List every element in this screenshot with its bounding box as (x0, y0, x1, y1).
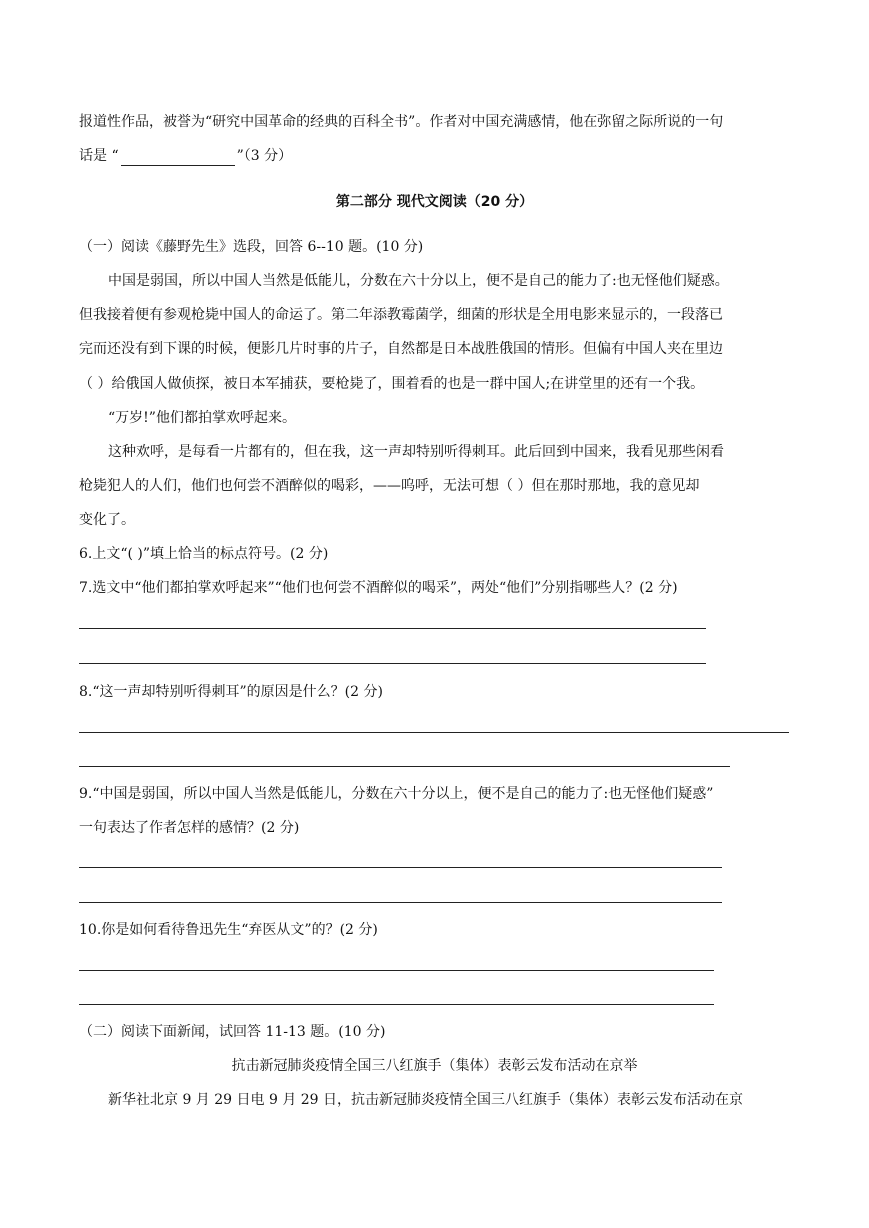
passage-line-3: 完而还没有到下课的时候，便影几片时事的片子，自然都是日本战胜俄国的情形。但偏有中国人夹在里边 (79, 341, 723, 357)
passage-line-8: 变化了。 (79, 512, 135, 528)
intro-line-1: 报道性作品，被誉为“研究中国革命的经典的百科全书”。作者对中国充满感情，他在弥留之际所说的一句 (79, 114, 724, 130)
question-9-line-1: 9.“中国是弱国，所以中国人当然是低能儿，分数在六十分以上，便不是自己的能力了:也无怪他们疑惑” (79, 786, 714, 802)
answer-line-q10-1[interactable] (79, 970, 714, 971)
question-7: 7.选文中“他们都拍掌欢呼起来”“他们也何尝不酒醉似的喝采”，两处“他们”分别指哪些人？(2 分) (79, 580, 678, 596)
question-10: 10.你是如何看待鲁迅先生“弃医从文”的？(2 分) (79, 922, 378, 938)
news-title: 抗击新冠肺炎疫情全国三八红旗手（集体）表彰云发布活动在京举 (231, 1058, 638, 1074)
answer-line-q8-2[interactable] (79, 766, 730, 767)
question-9-line-2: 一句表达了作者怎样的感情？(2 分) (79, 820, 300, 836)
passage-line-5: “万岁!”他们都拍掌欢呼起来。 (108, 410, 296, 426)
passage-line-4: （ ）给俄国人做侦探，被日本军捕获，要枪毙了，围着看的也是一群中国人;在讲堂里的还有一个我。 (79, 376, 705, 392)
news-line-1: 新华社北京 9 月 29 日电 9 月 29 日，抗击新冠肺炎疫情全国三八红旗手（集体）表彰云发布活动在京 (108, 1092, 744, 1108)
answer-line-q9-1[interactable] (79, 867, 722, 868)
question-6: 6.上文“( )”填上恰当的标点符号。(2 分) (79, 546, 329, 562)
passage-line-2: 但我接着便有参观枪毙中国人的命运了。第二年添教霉菌学，细菌的形状是全用电影来显示的，一段落已 (79, 307, 723, 323)
intro-line-2-suffix: ”（3 分） (236, 148, 293, 164)
passage-line-7: 枪毙犯人的人们，他们也何尝不酒醉似的喝彩，——呜呼，无法可想（ ）但在那时那地，我的意见却 (79, 478, 700, 494)
answer-line-q8-1[interactable] (79, 732, 789, 733)
answer-line-q7-1[interactable] (79, 628, 706, 629)
section-heading: 第二部分 现代文阅读（20 分） (335, 194, 534, 210)
answer-blank[interactable] (121, 151, 235, 166)
intro-line-2 (79, 146, 292, 166)
answer-line-q10-2[interactable] (79, 1004, 714, 1005)
question-8: 8.“这一声却特别听得刺耳”的原因是什么？(2 分) (79, 684, 383, 700)
passage-line-1: 中国是弱国，所以中国人当然是低能儿，分数在六十分以上，便不是自己的能力了:也无怪他们疑惑。 (108, 273, 729, 289)
answer-line-q7-2[interactable] (79, 663, 706, 664)
answer-line-q9-2[interactable] (79, 902, 722, 903)
part1-intro: （一）阅读《藤野先生》选段，回答 6--10 题。(10 分) (79, 239, 424, 255)
passage-line-6: 这种欢呼，是每看一片都有的，但在我，这一声却特别听得刺耳。此后回到中国来，我看见那些闲看 (108, 444, 724, 460)
intro-line-2-prefix: 话是 “ (79, 148, 119, 164)
part2-intro: （二）阅读下面新闻，试回答 11-13 题。(10 分) (79, 1024, 386, 1040)
